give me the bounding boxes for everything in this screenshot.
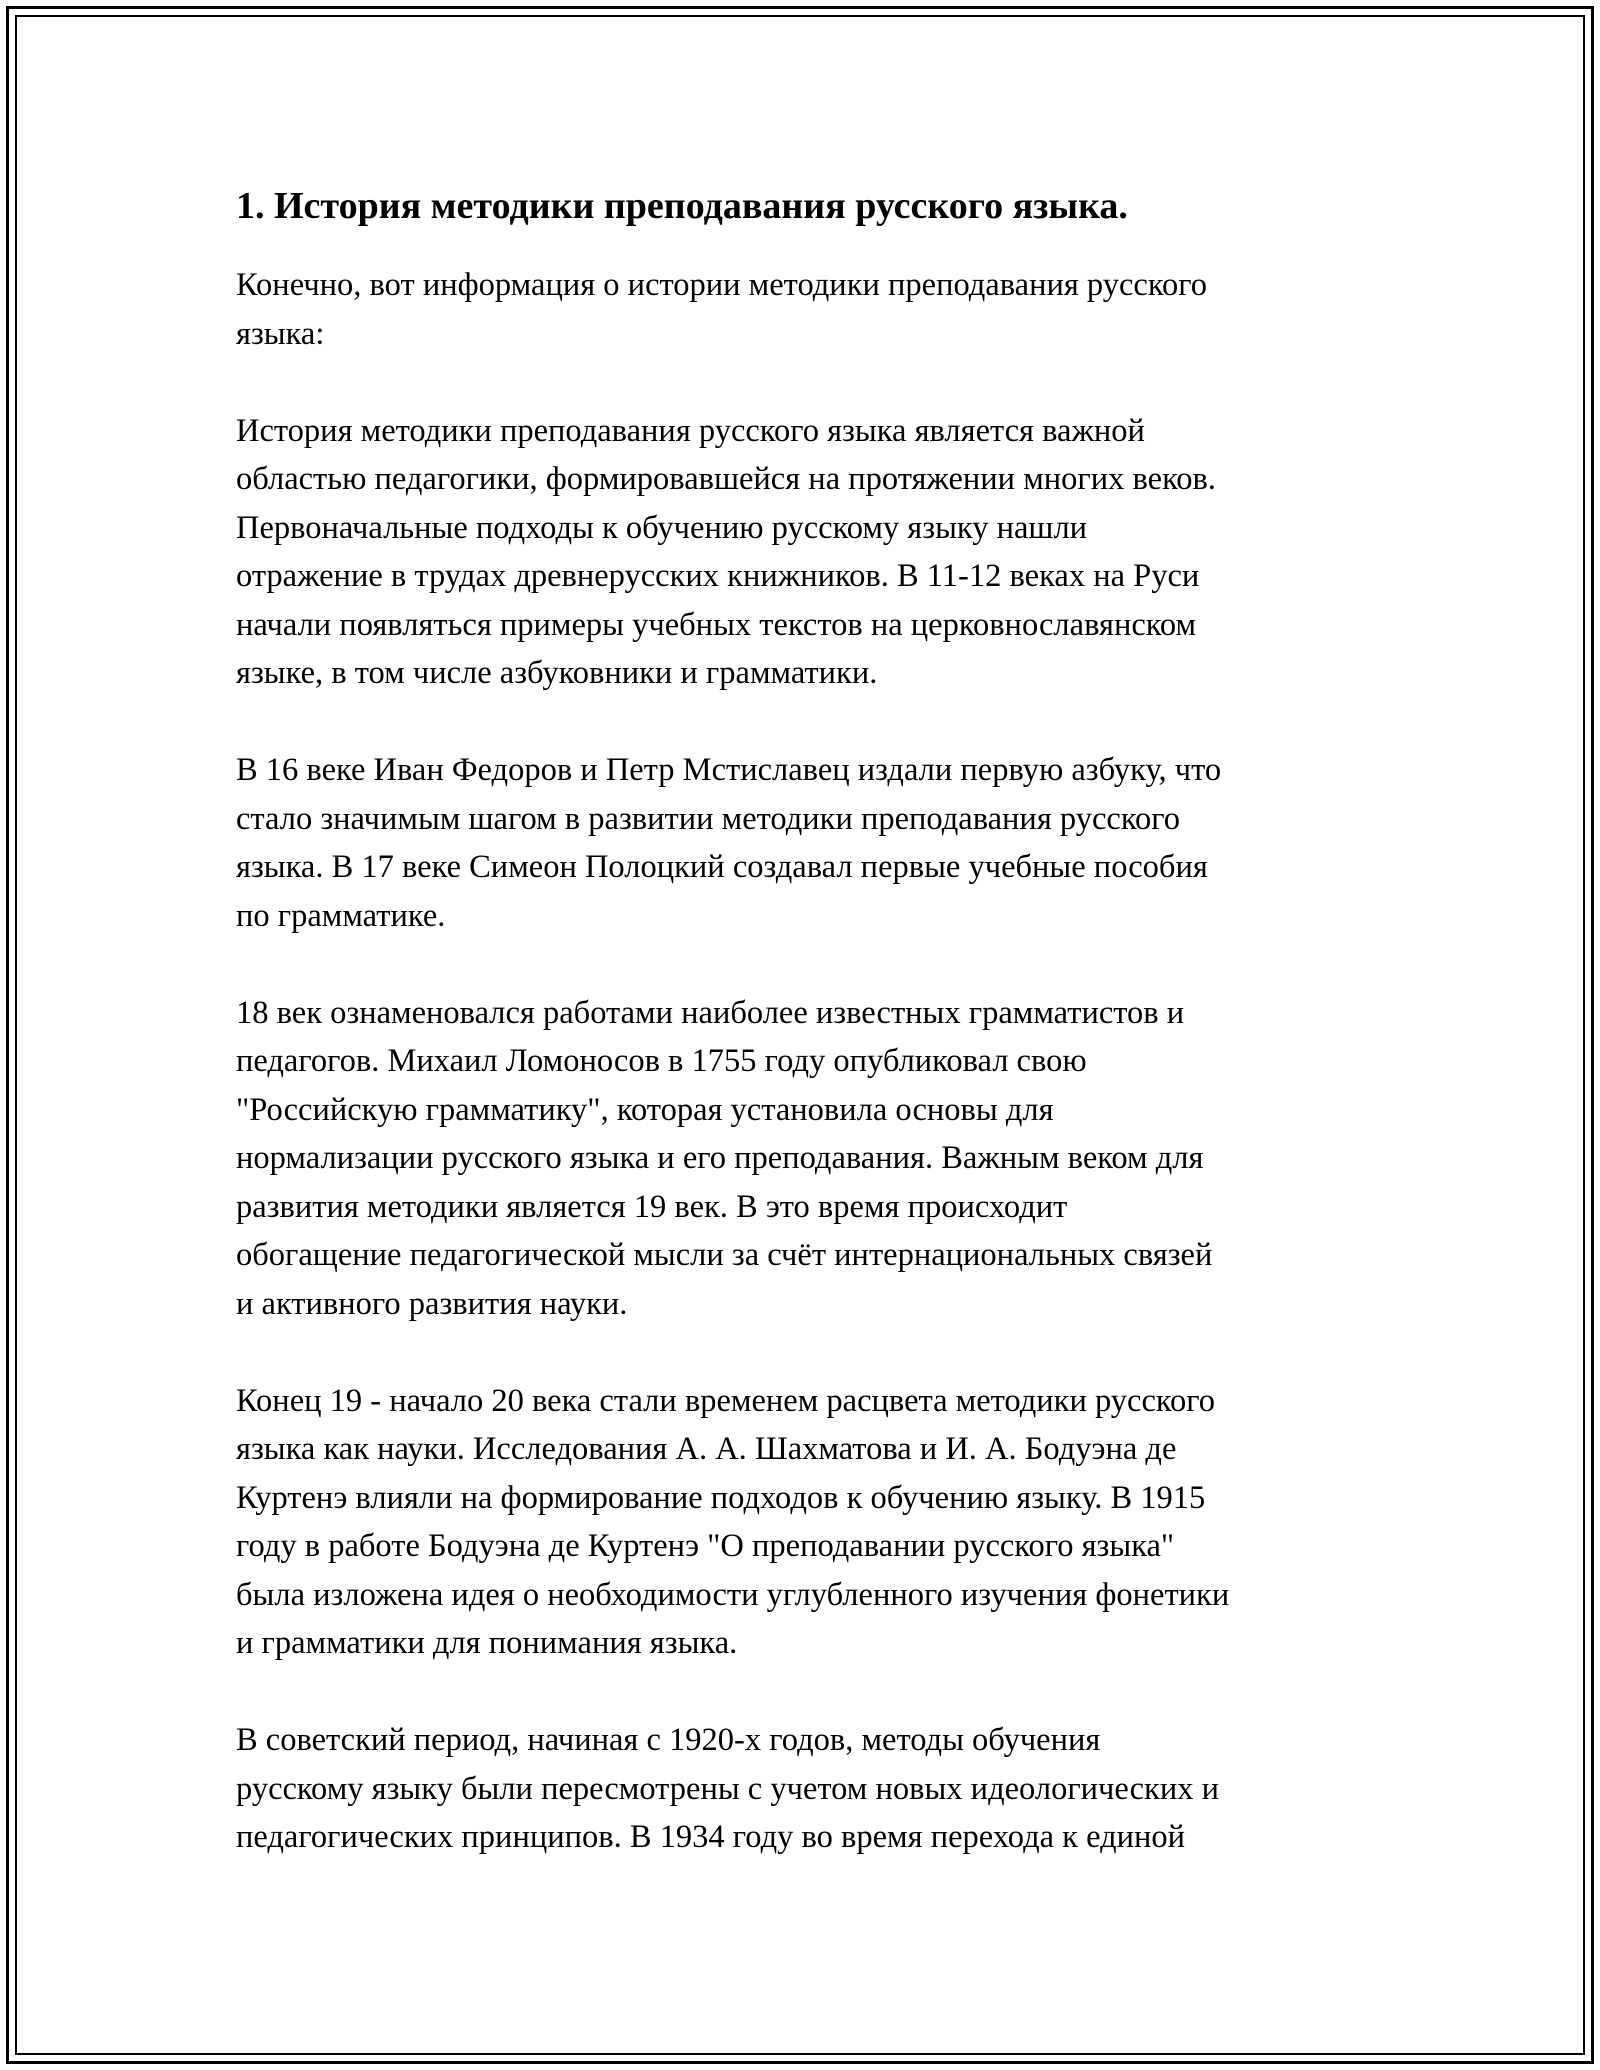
paragraph-late-19-early-20: Конец 19 - начало 20 века стали временем расцвета методики русского языка как науки. Исследования А. А. Шахматова и И. А. Бодуэна де Куртенэ влияли на формирование подходов к обучению языку. В 1915 году в работе Бодуэна де Куртенэ "О преподавании русского языка" была изложена идея о необходимости углубленного изучения фонетики и грамматики для понимания языка. (236, 1382, 1230, 1662)
page-title: 1. История методики преподавания русского языка. (236, 185, 1128, 227)
paragraph-ancient-rus: История методики преподавания русского языка является важной областью педагогики, формировавшейся на протяжении многих веков. Первоначальные подходы к обучению русскому языку нашли отражение в трудах древнерусских книжников. В 11-12 веках на Руси начали появляться примеры учебных текстов на церковнославянском языке, в том числе азбуковники и грамматики. (236, 412, 1216, 692)
paragraph-18-19-century: 18 век ознаменовался работами наиболее известных грамматистов и педагогов. Михаил Ломоносов в 1755 году опубликовал свою "Российскую грамматику", которая установила основы для нормализации русского языка и его преподавания. Важным веком для развития методики является 19 век. В это время происходит обогащение педагогической мысли за счёт интернациональных связей и активного развития науки. (236, 994, 1213, 1322)
paragraph-soviet-period: В советский период, начиная с 1920-х годов, методы обучения русскому языку были пересмотрены с учетом новых идеологических и педагогических принципов. В 1934 году во время перехода к единой (236, 1722, 1219, 1856)
paragraph-intro: Конечно, вот информация о истории методики преподавания русского языка: (236, 267, 1208, 352)
document-body (236, 182, 1386, 1910)
paragraph-16-17-century: В 16 веке Иван Федоров и Петр Мстиславец издали первую азбуку, что стало значимым шагом в развитии методики преподавания русского языка. В 17 веке Симеон Полоцкий создавал первые учебные пособия по грамматике. (236, 752, 1222, 934)
